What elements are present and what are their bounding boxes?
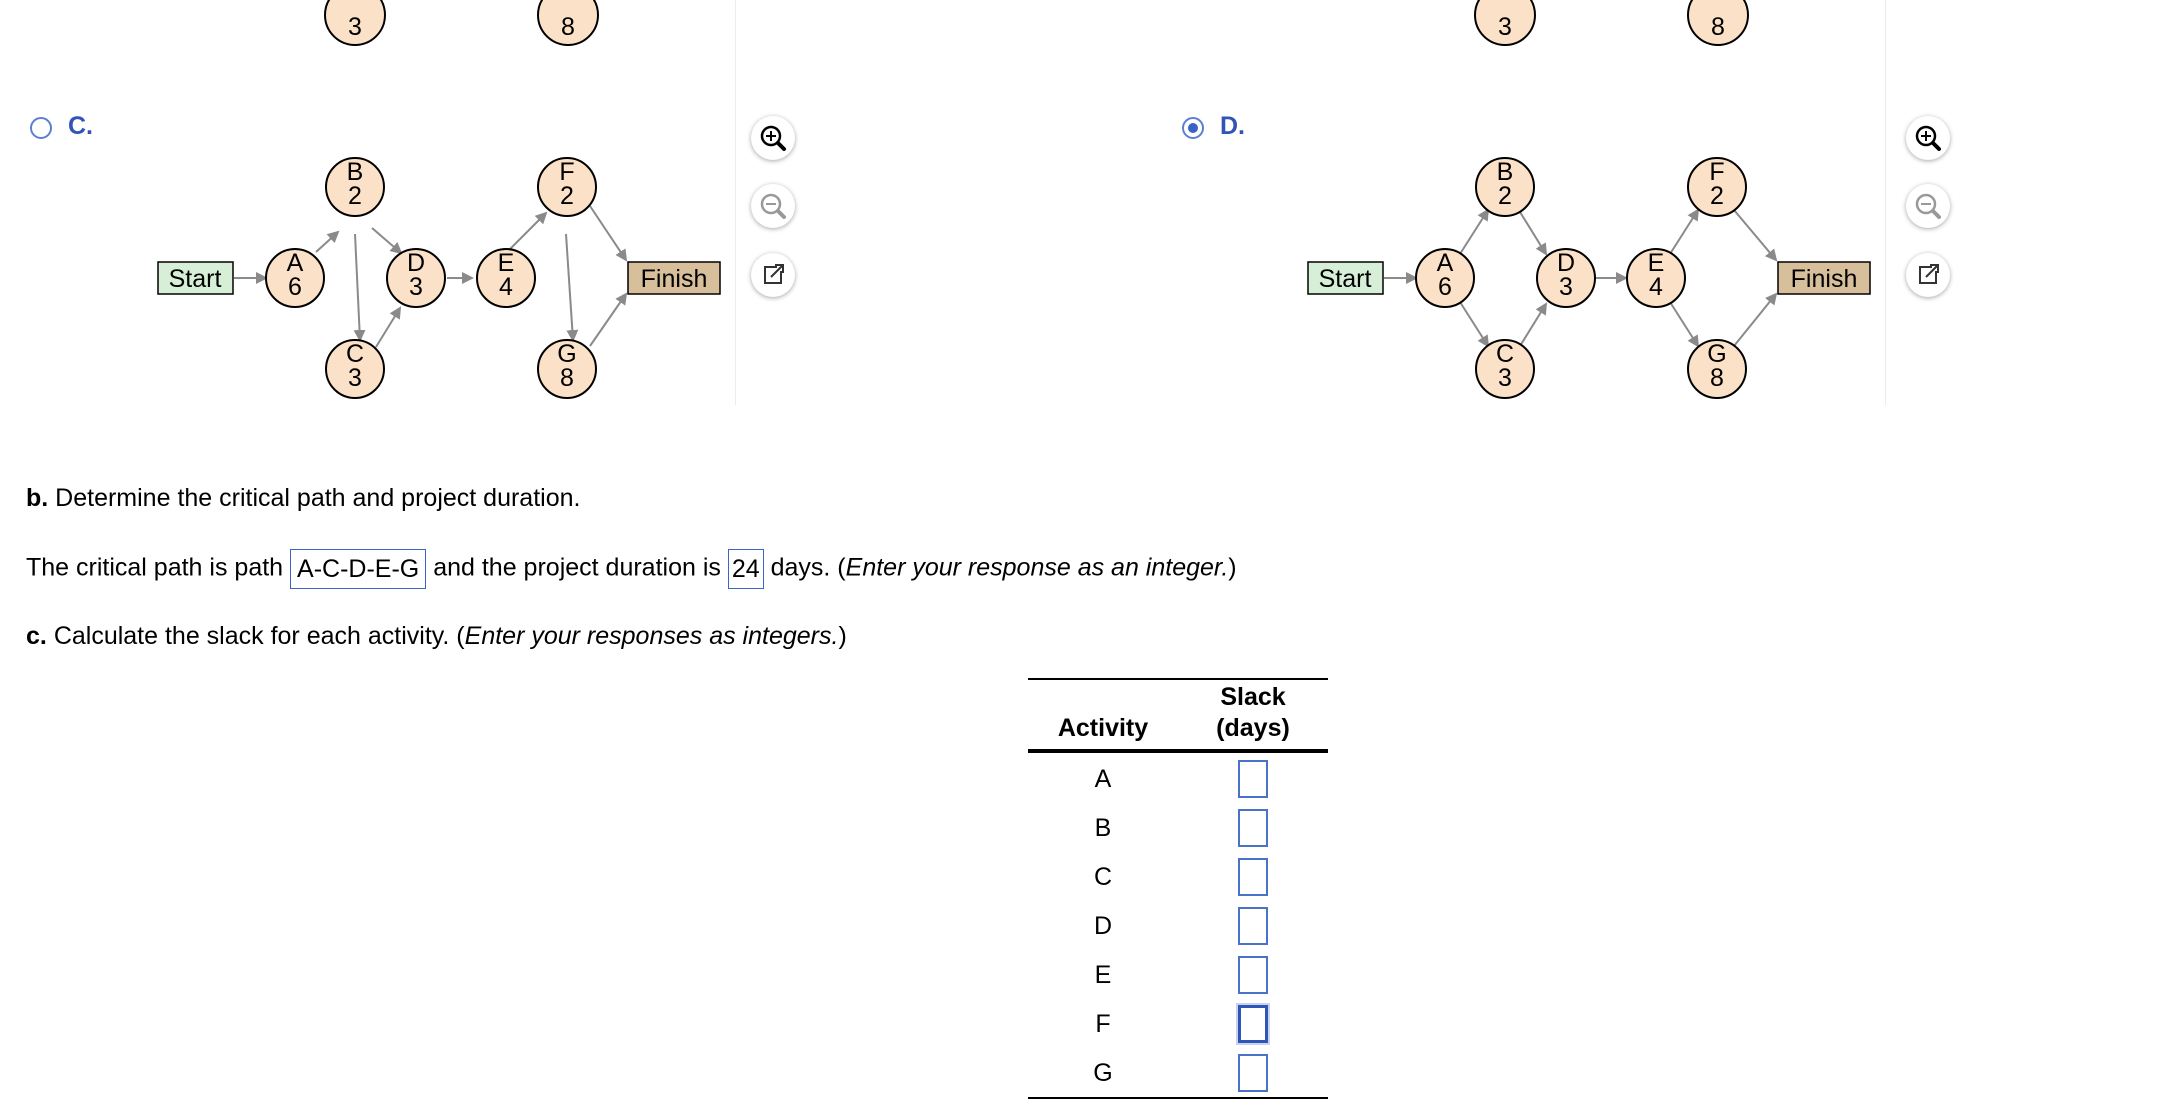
node-c bbox=[326, 340, 384, 398]
svg-text:3: 3 bbox=[409, 273, 423, 301]
radio-option-d[interactable] bbox=[1182, 117, 1204, 139]
node-g bbox=[1688, 340, 1746, 398]
previous-option-graph-right-fragment bbox=[1450, 0, 1750, 50]
table-header-rule bbox=[1028, 749, 1328, 753]
svg-text:6: 6 bbox=[1438, 273, 1452, 301]
part-c-prompt: c. Calculate the slack for each activity. (Enter your responses as integers.) bbox=[26, 622, 847, 650]
network-diagram-option-d bbox=[1300, 150, 1880, 410]
slack-input-e[interactable] bbox=[1238, 956, 1268, 994]
svg-text:8: 8 bbox=[1711, 13, 1725, 41]
svg-text:B: B bbox=[346, 158, 364, 186]
zoom-out-icon[interactable] bbox=[751, 184, 795, 228]
edge-e-f bbox=[508, 213, 546, 251]
edge-c-d bbox=[1520, 304, 1546, 346]
edge-f-finish bbox=[590, 206, 626, 260]
previous-option-graph-left-fragment bbox=[300, 0, 600, 50]
node-c-fragment bbox=[1475, 0, 1535, 45]
node-d bbox=[387, 249, 445, 307]
node-f bbox=[1688, 158, 1746, 216]
edge-f-finish bbox=[1734, 210, 1776, 260]
node-c bbox=[1476, 340, 1534, 398]
svg-text:E: E bbox=[497, 249, 515, 277]
svg-text:D: D bbox=[406, 249, 426, 277]
node-b bbox=[326, 158, 384, 216]
svg-text:G: G bbox=[1707, 340, 1727, 368]
activity-label-b: B bbox=[1094, 814, 1112, 842]
svg-text:8: 8 bbox=[560, 364, 574, 392]
svg-text:3: 3 bbox=[348, 364, 362, 392]
slack-input-d[interactable] bbox=[1238, 907, 1268, 945]
slack-input-a[interactable] bbox=[1238, 760, 1268, 798]
svg-text:2: 2 bbox=[348, 182, 362, 210]
finish-node bbox=[628, 262, 720, 294]
svg-text:6: 6 bbox=[288, 273, 302, 301]
node-e bbox=[477, 249, 535, 307]
svg-text:3: 3 bbox=[1498, 364, 1512, 392]
option-c-label[interactable]: C. bbox=[68, 112, 93, 140]
svg-text:Start: Start bbox=[168, 265, 222, 293]
svg-text:E: E bbox=[1647, 249, 1665, 277]
option-d-label[interactable]: D. bbox=[1220, 112, 1245, 140]
edge-a-b bbox=[1460, 210, 1488, 254]
divider bbox=[735, 0, 736, 405]
svg-text:F: F bbox=[1709, 158, 1725, 186]
svg-text:Finish: Finish bbox=[640, 265, 708, 293]
edge-f-g bbox=[566, 234, 573, 340]
zoom-in-icon[interactable] bbox=[751, 116, 795, 160]
external-link-icon[interactable] bbox=[1906, 253, 1950, 297]
node-f bbox=[538, 158, 596, 216]
svg-text:2: 2 bbox=[560, 182, 574, 210]
svg-text:C: C bbox=[1495, 340, 1515, 368]
slack-input-f[interactable] bbox=[1238, 1005, 1268, 1043]
slack-input-c[interactable] bbox=[1238, 858, 1268, 896]
part-b-prompt: b. Determine the critical path and project duration. bbox=[26, 484, 581, 512]
network-diagram-option-c bbox=[150, 150, 730, 410]
edge-b-d bbox=[1520, 212, 1546, 254]
table-bottom-rule bbox=[1028, 1097, 1328, 1099]
svg-text:3: 3 bbox=[1498, 13, 1512, 41]
node-e bbox=[1627, 249, 1685, 307]
node-g-fragment bbox=[1688, 0, 1748, 45]
svg-text:F: F bbox=[559, 158, 575, 186]
svg-text:4: 4 bbox=[1649, 273, 1663, 301]
slack-input-g[interactable] bbox=[1238, 1054, 1268, 1092]
project-duration-answer[interactable]: 24 bbox=[728, 549, 764, 589]
svg-text:8: 8 bbox=[561, 13, 575, 41]
activity-label-g: G bbox=[1093, 1059, 1113, 1087]
node-a bbox=[1416, 249, 1474, 307]
slack-input-b[interactable] bbox=[1238, 809, 1268, 847]
node-d bbox=[1537, 249, 1595, 307]
svg-text:4: 4 bbox=[499, 273, 513, 301]
edge-a-b bbox=[316, 232, 338, 252]
svg-text:D: D bbox=[1556, 249, 1576, 277]
critical-path-sentence: The critical path is path A-C-D-E-G and the project duration is 24 days. (Enter your response as an integer.) bbox=[26, 549, 1237, 589]
node-a bbox=[266, 249, 324, 307]
start-node bbox=[158, 262, 233, 294]
svg-text:A: A bbox=[286, 249, 304, 277]
svg-text:Finish: Finish bbox=[1790, 265, 1858, 293]
column-header-activity: Activity bbox=[1057, 714, 1149, 742]
radio-option-c[interactable] bbox=[30, 117, 52, 139]
node-c-fragment bbox=[325, 0, 385, 45]
activity-label-a: A bbox=[1094, 765, 1112, 793]
edge-e-g bbox=[1670, 302, 1698, 346]
zoom-out-icon[interactable] bbox=[1906, 184, 1950, 228]
edge-g-finish bbox=[590, 294, 626, 346]
critical-path-answer[interactable]: A-C-D-E-G bbox=[290, 549, 426, 589]
edge-b-d bbox=[372, 228, 401, 253]
edge-g-finish bbox=[1734, 294, 1776, 346]
svg-text:C: C bbox=[345, 340, 365, 368]
divider bbox=[1885, 0, 1886, 405]
activity-label-f: F bbox=[1095, 1010, 1111, 1038]
svg-text:B: B bbox=[1496, 158, 1514, 186]
svg-text:2: 2 bbox=[1710, 182, 1724, 210]
svg-text:8: 8 bbox=[1710, 364, 1724, 392]
external-link-icon[interactable] bbox=[751, 253, 795, 297]
svg-text:3: 3 bbox=[1559, 273, 1573, 301]
zoom-in-icon[interactable] bbox=[1906, 116, 1950, 160]
svg-text:3: 3 bbox=[348, 13, 362, 41]
svg-text:Start: Start bbox=[1318, 265, 1372, 293]
table-top-rule bbox=[1028, 678, 1328, 680]
edge-c-d bbox=[376, 308, 400, 347]
column-header-slack: Slack (days) bbox=[1216, 683, 1290, 742]
activity-label-e: E bbox=[1094, 961, 1112, 989]
edge-e-f bbox=[1670, 210, 1698, 254]
svg-text:G: G bbox=[557, 340, 577, 368]
edge-a-c bbox=[1460, 302, 1488, 346]
node-b bbox=[1476, 158, 1534, 216]
svg-text:2: 2 bbox=[1498, 182, 1512, 210]
node-g-fragment bbox=[538, 0, 598, 45]
node-g bbox=[538, 340, 596, 398]
finish-node bbox=[1778, 262, 1870, 294]
start-node bbox=[1308, 262, 1383, 294]
svg-text:A: A bbox=[1436, 249, 1454, 277]
edge-b-c bbox=[355, 234, 360, 340]
activity-label-d: D bbox=[1093, 912, 1113, 940]
activity-label-c: C bbox=[1093, 863, 1113, 891]
